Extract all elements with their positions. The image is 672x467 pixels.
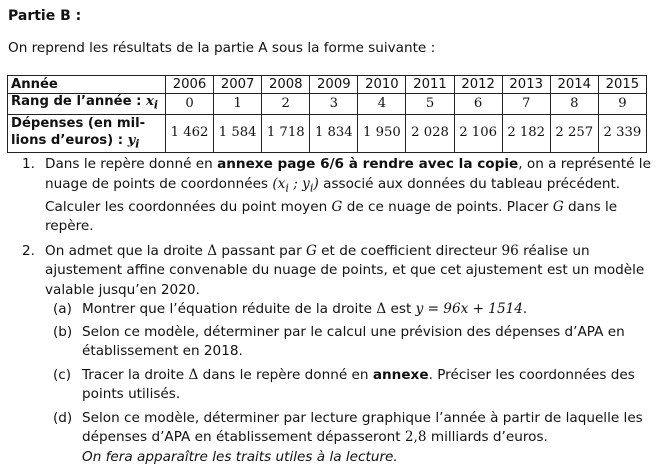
cell-year: 2006 <box>166 76 214 94</box>
rank-sub: i <box>153 98 159 112</box>
cell-rank: 8 <box>550 94 598 115</box>
q2-delta: Δ <box>207 242 218 259</box>
exp-var: y <box>127 132 136 148</box>
cell-year: 2007 <box>214 76 262 94</box>
coords-sub: i <box>309 180 314 195</box>
q1-text: , on a représenté le nuage de points de coordonnées <box>45 156 651 192</box>
q2a-delta: Δ <box>376 301 387 318</box>
q2c-bold: annexe <box>372 366 429 383</box>
data-table <box>7 75 647 153</box>
question-2c <box>45 366 660 405</box>
coords-part: (x <box>272 175 286 192</box>
cell-rank: 2 <box>262 94 310 115</box>
question-1 <box>0 155 660 237</box>
question-2b <box>45 323 660 362</box>
question-2d <box>45 409 660 467</box>
q2c-text: . Préciser les coordonnées des points utilisés. <box>82 366 635 403</box>
q2a-text: Montrer que l’équation réduite de la droite <box>82 301 377 318</box>
cell-rank: 0 <box>166 94 214 115</box>
cell-expense: 1 584 <box>214 114 262 153</box>
coords-sub: i <box>285 180 289 195</box>
section-heading: Partie B : <box>8 8 82 24</box>
cell-expense: 2 257 <box>550 114 598 153</box>
cell-year: 2010 <box>358 76 406 94</box>
q1-coords <box>272 175 319 195</box>
cell-expense: 1 950 <box>358 114 406 153</box>
q2-point-g: G <box>306 242 317 259</box>
q2-text: passant par <box>217 242 306 259</box>
table-row-years <box>8 76 647 94</box>
cell-rank: 4 <box>358 94 406 115</box>
table-row-rank <box>8 94 647 115</box>
q2-text: réalise un ajustement affine convenable du nuage de points, et que cet ajustement est un modèle valable jusqu’en 2020. <box>45 242 645 298</box>
q2d-italic-note: On fera apparaître les traits utiles à la lecture. <box>82 448 398 465</box>
q2-coef: 96 <box>501 242 519 259</box>
q1-text: Dans le repère donné en <box>45 156 218 172</box>
table-row-expenses <box>8 114 647 153</box>
cell-rank: 3 <box>310 94 358 115</box>
cell-expense: 2 339 <box>598 114 646 153</box>
exp-label-line2: lions d’euros) : <box>11 132 128 148</box>
subquestion-label: (c) <box>53 366 72 383</box>
q2d-text: Selon ce modèle, déterminer par lecture graphique l’année à partir de laquelle les dépenses d’APA en établissement dépasseront <box>82 409 643 446</box>
q1-text: associé aux données du tableau précédent. Calculer les coordonnées du point moyen <box>45 175 621 215</box>
q1-text: de ce nuage de points. Placer <box>342 198 553 215</box>
cell-expense: 1 718 <box>262 114 310 153</box>
q1-text: dans le repère. <box>45 198 618 235</box>
question-number: 2. <box>22 242 35 259</box>
coords-part: ; y <box>288 175 310 192</box>
cell-year: 2009 <box>310 76 358 94</box>
cell-year: 2013 <box>502 76 550 94</box>
row-header-expenses <box>8 114 166 153</box>
question-list <box>0 155 660 467</box>
row-header-rank <box>8 94 166 115</box>
cell-rank: 5 <box>406 94 454 115</box>
cell-expense: 1 462 <box>166 114 214 153</box>
row-header-year: Année <box>8 76 166 94</box>
subquestion-label: (a) <box>53 301 72 318</box>
q1-bold: annexe page 6/6 à rendre avec la copie <box>217 156 519 172</box>
cell-expense: 2 028 <box>406 114 454 153</box>
subquestion-label: (d) <box>53 409 73 426</box>
rank-var: x <box>146 94 154 109</box>
q2-text: On admet que la droite <box>45 242 208 259</box>
cell-year: 2011 <box>406 76 454 94</box>
q2a-text: . <box>522 301 528 318</box>
q1-point-g: G <box>331 198 343 215</box>
coords-part: ) <box>313 175 319 192</box>
cell-year: 2008 <box>262 76 310 94</box>
q2a-equation: y = 96x + 1514 <box>415 301 523 318</box>
q2d-value: 2,8 <box>404 429 427 446</box>
exp-label-line1: Dépenses (en mil- <box>11 115 146 131</box>
cell-expense: 1 834 <box>310 114 358 153</box>
rank-label: Rang de l’année : <box>11 94 146 109</box>
cell-expense: 2 182 <box>502 114 550 153</box>
question-number: 1. <box>22 156 35 172</box>
q2c-text: Tracer la droite <box>82 366 189 383</box>
q2c-text: dans le repère donné en <box>198 366 373 383</box>
question-2a <box>45 300 660 320</box>
q2b-text: Selon ce modèle, déterminer par le calcul une prévision des dépenses d’APA en établissement en 2018. <box>82 323 625 360</box>
q2-text: et de coefficient directeur <box>316 242 502 259</box>
q2c-delta: Δ <box>188 366 199 383</box>
intro-text: On reprend les résultats de la partie A sous la forme suivante : <box>8 40 436 56</box>
cell-rank: 7 <box>502 94 550 115</box>
q1-point-g: G <box>552 198 564 215</box>
subquestion-label: (b) <box>53 323 73 340</box>
cell-expense: 2 106 <box>454 114 502 153</box>
q2d-text: milliards d’euros. <box>426 429 548 446</box>
subquestion-list <box>45 300 660 467</box>
question-2 <box>0 242 660 467</box>
q2a-text: est <box>386 301 416 318</box>
cell-rank: 9 <box>598 94 646 115</box>
cell-rank: 1 <box>214 94 262 115</box>
cell-rank: 6 <box>454 94 502 115</box>
cell-year: 2012 <box>454 76 502 94</box>
cell-year: 2015 <box>598 76 646 94</box>
exp-sub: i <box>135 137 140 151</box>
cell-year: 2014 <box>550 76 598 94</box>
